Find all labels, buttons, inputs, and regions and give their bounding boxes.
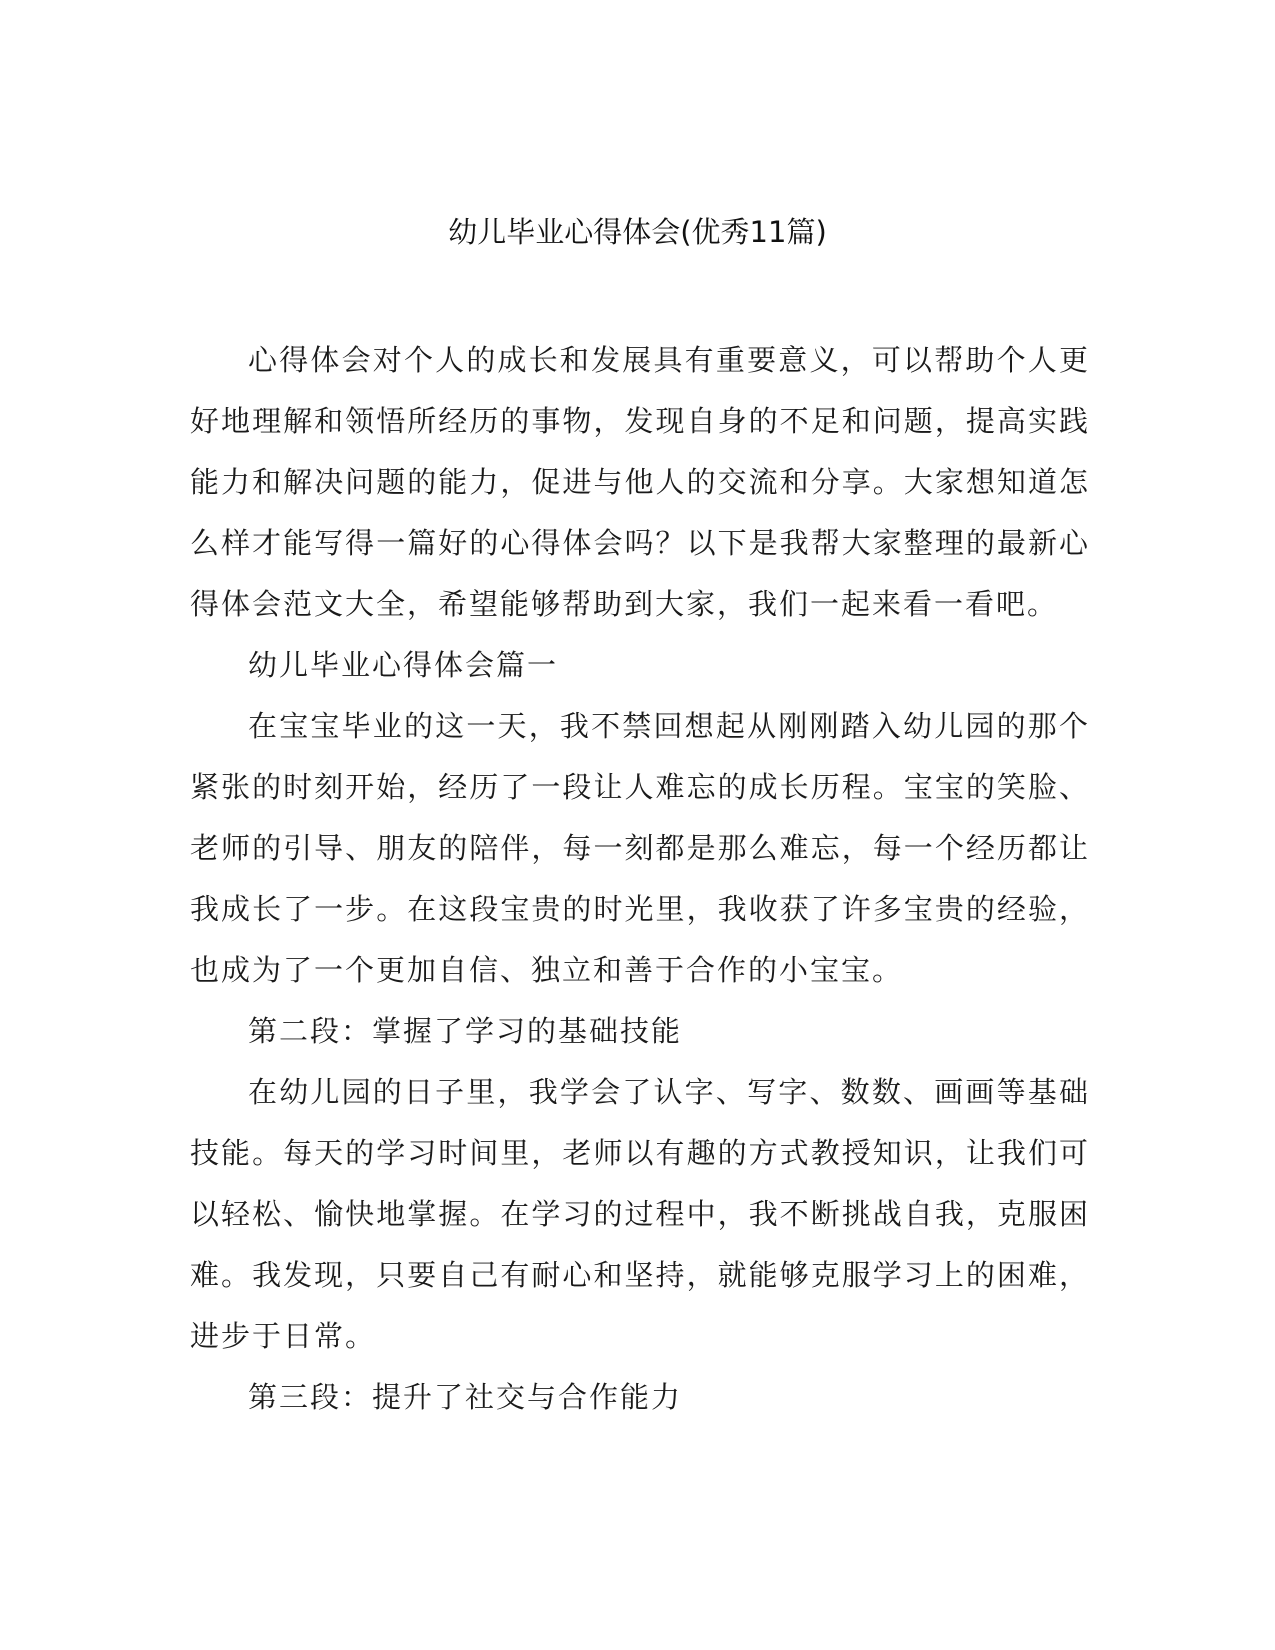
intro-paragraph: 心得体会对个人的成长和发展具有重要意义，可以帮助个人更好地理解和领悟所经历的事物，发现自身的不足和问题，提高实践能力和解决问题的能力，促进与他人的交流和分享。大家想知道怎么样才能写得一篇好的心得体会吗？以下是我帮大家整理的最新心得体会范文大全，希望能够帮助到大家，我们一起来看一看吧。 — [190, 343, 1090, 621]
part-one-paragraph: 在宝宝毕业的这一天，我不禁回想起从刚刚踏入幼儿园的那个紧张的时刻开始，经历了一段让人难忘的成长历程。宝宝的笑脸、老师的引导、朋友的陪伴，每一刻都是那么难忘，每一个经历都让我成长了一步。在这段宝贵的时光里，我收获了许多宝贵的经验，也成为了一个更加自信、独立和善于合作的小宝宝。 — [190, 709, 1090, 987]
document-title: 幼儿毕业心得体会(优秀11篇) — [448, 215, 827, 249]
document-body — [190, 330, 1090, 1428]
section-heading-part-one: 幼儿毕业心得体会篇一 — [248, 648, 559, 682]
section-heading-second: 第二段：掌握了学习的基础技能 — [248, 1014, 683, 1048]
second-section-paragraph: 在幼儿园的日子里，我学会了认字、写字、数数、画画等基础技能。每天的学习时间里，老师以有趣的方式教授知识，让我们可以轻松、愉快地掌握。在学习的过程中，我不断挑战自我，克服困难。我发现，只要自己有耐心和坚持，就能够克服学习上的困难，进步于日常。 — [190, 1075, 1090, 1353]
section-heading-third: 第三段：提升了社交与合作能力 — [248, 1380, 683, 1414]
